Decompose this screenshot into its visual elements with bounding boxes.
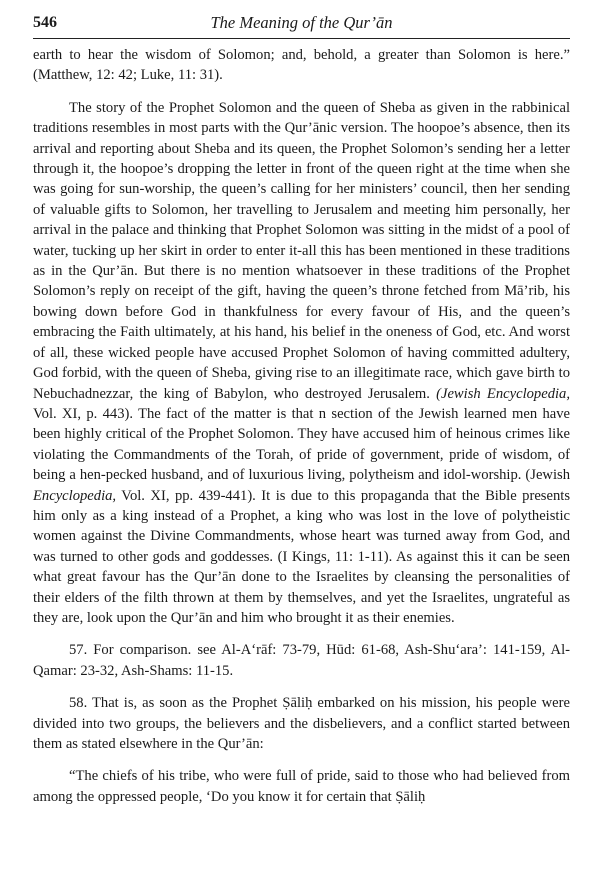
paragraph-continuation: [33, 45, 570, 86]
page-number: 546: [33, 14, 57, 31]
running-header: [33, 12, 570, 39]
paragraph-solomon-sheba: [33, 98, 570, 629]
body-text: [33, 45, 570, 807]
text-segment: The story of the Prophet Solomon and the queen of Sheba as given in the rabbinical traditions resembles in most parts with the Qur’ānic version. The hoopoe’s absence, then its arrival and reporting about Sheba and its queen, the Prophet Solomon’s sending her a letter through it, the hoopoe’s dropping the letter in front of the queen right at the time when she was going for sun-worship, the queen’s calling for her ministers’ council, then her sending of valuable gifts to Solomon, her travelling to Jerusalem and meeting him personally, her arrival in the palace and thinking that Prophet Solomon was sitting in the midst of a pool of water, tucking up her skirt in order to enter it-all this has been mentioned in these traditions as in the Qur’ān. But there is no mention whatsoever in these traditions of the Prophet Solomon’s reply on receipt of the gift, having the queen’s throne fetched from Mā’rib, his bowing down before God in thankfulness for every favour of His, and the queen’s embracing the Faith ultimately, at his hand, his belief in the oneness of God, etc. And worst of all, these wicked people have accused Prophet Solomon of having committed adultery, God forbid, with the queen of Sheba, giving rise to an illegitimate race, which gave birth to Nebuchadnezzar, the king of Babylon, who destroyed Jerusalem.: [33, 99, 570, 402]
text-segment: earth to hear the wisdom of Solomon; and, behold, a greater than Solomon is here.” (Matthew, 12: 42; Luke, 11: 31).: [33, 47, 570, 84]
quotation-paragraph: [33, 766, 570, 807]
footnote-57: [33, 640, 570, 681]
footnote-58: [33, 693, 570, 754]
running-title: The Meaning of the Qur’ān: [210, 13, 393, 32]
citation-italic: Encyclopedia,: [33, 487, 117, 504]
text-segment: Vol. XI, pp. 439-441). It is due to this propaganda that the Bible presents him only as a king instead of a Prophet, a king who was lost in the love of polytheistic women against the Divine Commandments, whose heart was turned away from God, and was turned to other gods and goddesses. (I Kings, 11: 1-11). As against this it can be seen what great favour has the Qur’ān done to the Israelites by cleansing the personalities of their elders of the filth thrown at them by themselves, and yet the Israelites, ungrateful as they are, look upon the Qur’ān and him who brought it as their enemies.: [33, 487, 570, 626]
citation-italic: (Jewish Encyclopedia,: [436, 385, 570, 402]
text-segment: “The chiefs of his tribe, who were full of pride, said to those who had believed from among the oppressed people, ‘Do you know it for certain that Ṣāliḥ: [33, 768, 570, 805]
text-segment: Vol. XI, p. 443). The fact of the matter is that n section of the Jewish learned men have been highly critical of the Prophet Solomon. They have accused him of heinous crimes like violating the Commandments of the Torah, of pride of government, pride of wisdom, of being a hen-pecked husband, and of luxurious living, polytheism and idol-worship. (Jewish: [33, 405, 570, 484]
text-segment: 58. That is, as soon as the Prophet Ṣāliḥ embarked on his mission, his people were divided into two groups, the believers and the disbelievers, and a conflict started between them as stated elsewhere in the Qur’ān:: [33, 695, 570, 752]
text-segment: 57. For comparison. see Al-A‘rāf: 73-79, Hūd: 61-68, Ash-Shu‘ara’: 141-159, Al-Qamar: 23-32, Ash-Shams: 11-15.: [33, 642, 570, 679]
